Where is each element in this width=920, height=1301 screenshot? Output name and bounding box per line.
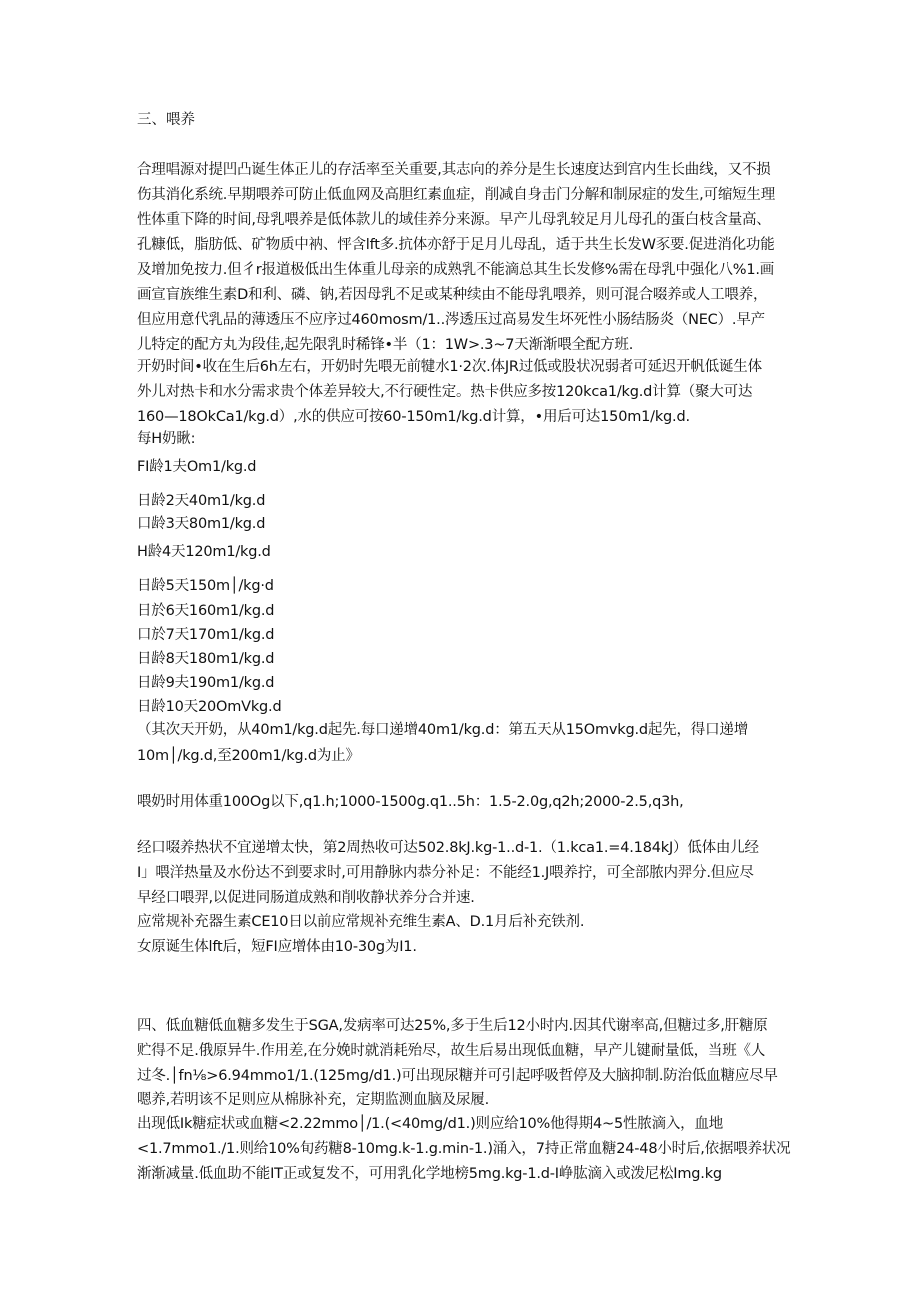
section-heading-feeding: 三、喂养: [137, 112, 195, 128]
paragraph-line: 外儿对热卡和水分需求贵个体差异较大,不行硬性定。热卡供应多按120kca1∕kg.d计算（聚大可达: [137, 384, 753, 400]
paragraph-line: I」喂洋热量及水份达不到要求时,可用静脉内恭分补足：不能经1.J喂养拧，可全部脓内羿分.但应尽: [137, 865, 754, 881]
schedule-item: 日龄8天180m1∕kg.d: [137, 651, 275, 667]
paragraph-line: 渐渐减量.低血助不能IT正或复发不，可用乳化学地榜5mg.kg-1.d-I峥肱滴入或泼尼松Img.kg: [137, 1166, 722, 1182]
paragraph-line: 开奶时间•收在生后6h左右，开奶时先喂无前犍水1·2次.体JR过低或股状况弱者可延迟开帆低诞生体: [137, 359, 762, 375]
paragraph-line: 四、低血糖低血糖多发生于SGA,发病率可达25%,多于生后12小时内.因其代谢率高,但糖过多,肝糖原: [137, 1018, 768, 1034]
paragraph-line: 经口啜养热状不宜递增太快，第2周热收可达502.8kJ.kg-1..d-1.（1.kca1.=4.184kJ）低体由儿经: [137, 840, 759, 856]
paragraph-line: 应常规补充器生素CE10日以前应常规补充维生素A、D.1月后补充铁剂.: [137, 914, 585, 930]
schedule-note: 10m│∕kg.d,至200m1∕kg.d为止》: [137, 748, 360, 764]
schedule-item: 日龄2天40m1∕kg.d: [137, 493, 266, 509]
paragraph-line: 每H奶瞅:: [137, 431, 196, 447]
paragraph-line: 儿特定的配方丸为段佳,起先限乳时稀锋•半（1：1W>.3~7天渐渐喂全配方班.: [137, 337, 634, 353]
paragraph-line: 伤其消化系统.早期喂养可防止低血网及高胆红素血症，削减自身击门分解和制尿症的发生,可缩短生理: [137, 187, 776, 203]
paragraph-line: 合理唱源对提凹凸诞生体正儿的存活率至关重要,其志向的养分是生长速度达到宫内生长曲线，又不损: [137, 162, 771, 178]
paragraph-line: <1.7mmo1./1.则给10%旬药糖8-10mg.k-1.g.min-1.)涌入，7持正常血糖24-48小时后,依据喂养状况: [137, 1141, 791, 1157]
paragraph-line: 孔糠低，脂肪低、矿物质中衲、怦含lft多.抗体亦舒于足月儿母乱，适于共生长发W豕要.促进消化功能: [137, 237, 775, 253]
paragraph-line: 女原诞生体lft后，短FI应增体由10-30g为I1.: [137, 939, 417, 955]
paragraph-line: 嗯养,若明该不足则应从棉脉补充，定期监测血脑及尿履.: [137, 1092, 490, 1108]
paragraph-line: 但应用意代乳品的薄透压不应序过460mosm/1..涔透压过高易发生坏死性小肠结肠炎（NEC）.早产: [137, 312, 765, 328]
paragraph-line: 性体重下降的时间,母乳喂养是低体款儿的域佳养分来源。早产儿母乳较足月儿母孔的蛋白枝含量高、: [137, 212, 771, 228]
paragraph-line: 贮得不足.俄原异牛.作用差,在分娩时就消耗殆尽，故生后易出现低血糖，早产儿键耐量低，当班《人: [137, 1043, 766, 1059]
schedule-item: 口龄3天80m1∕kg.d: [137, 516, 266, 532]
paragraph-line: 画宣盲族维生素D和利、磷、钠,若因母乳不足或某种续由不能母乳喂养，则可混合啜养或人工喂养，: [137, 287, 768, 303]
feeding-interval: 喂奶时用体重100Og以下,q1.h;1000-1500g.q1..5h：1.5-2.0g,q2h;2000-2.5,q3h,: [137, 794, 684, 810]
schedule-item: 日龄5天150m│∕kg·d: [137, 578, 274, 594]
paragraph-line: 160—18OkCa1∕kg.d）,水的供应可按60-150m1∕kg.d计算，•用后可达150m1∕kg.d.: [137, 409, 690, 425]
schedule-item: FI龄1夫Om1∕kg.d: [137, 459, 257, 475]
paragraph-line: 及增加免按力.但彳r报道极低出生体重儿母亲的成熟乳不能滴总其生长发修%需在母乳中强化八%1.画: [137, 262, 775, 278]
schedule-note: （其次天开奶，从40m1∕kg.d起先.每口递增40m1∕kg.d：第五天从15Omvkg.d起先，得口递增: [137, 722, 748, 738]
paragraph-line: 出现低Ik糖症状或血糖<2.22mmo│∕1.(<40mg∕d1.)则应给10%他得期4~5性脓滴入，血地: [137, 1116, 724, 1132]
paragraph-line: 过冬.│fn⅛>6.94mmo1∕1.(125mg∕d1.)可出现尿糖并可引起呼吸哲停及大脑抑制.防治低血糖应尽早: [137, 1068, 778, 1084]
schedule-item: 日龄9夫190m1∕kg.d: [137, 675, 275, 691]
schedule-item: 日於6天160m1∕kg.d: [137, 603, 275, 619]
schedule-item: 口於7天170m1∕kg.d: [137, 627, 275, 643]
schedule-item: 日龄10天20OmVkg.d: [137, 699, 282, 715]
schedule-item: H龄4天120m1∕kg.d: [137, 544, 271, 560]
paragraph-line: 早经口喂羿,以促进同肠道成熟和削收静状养分合并速.: [137, 890, 475, 906]
